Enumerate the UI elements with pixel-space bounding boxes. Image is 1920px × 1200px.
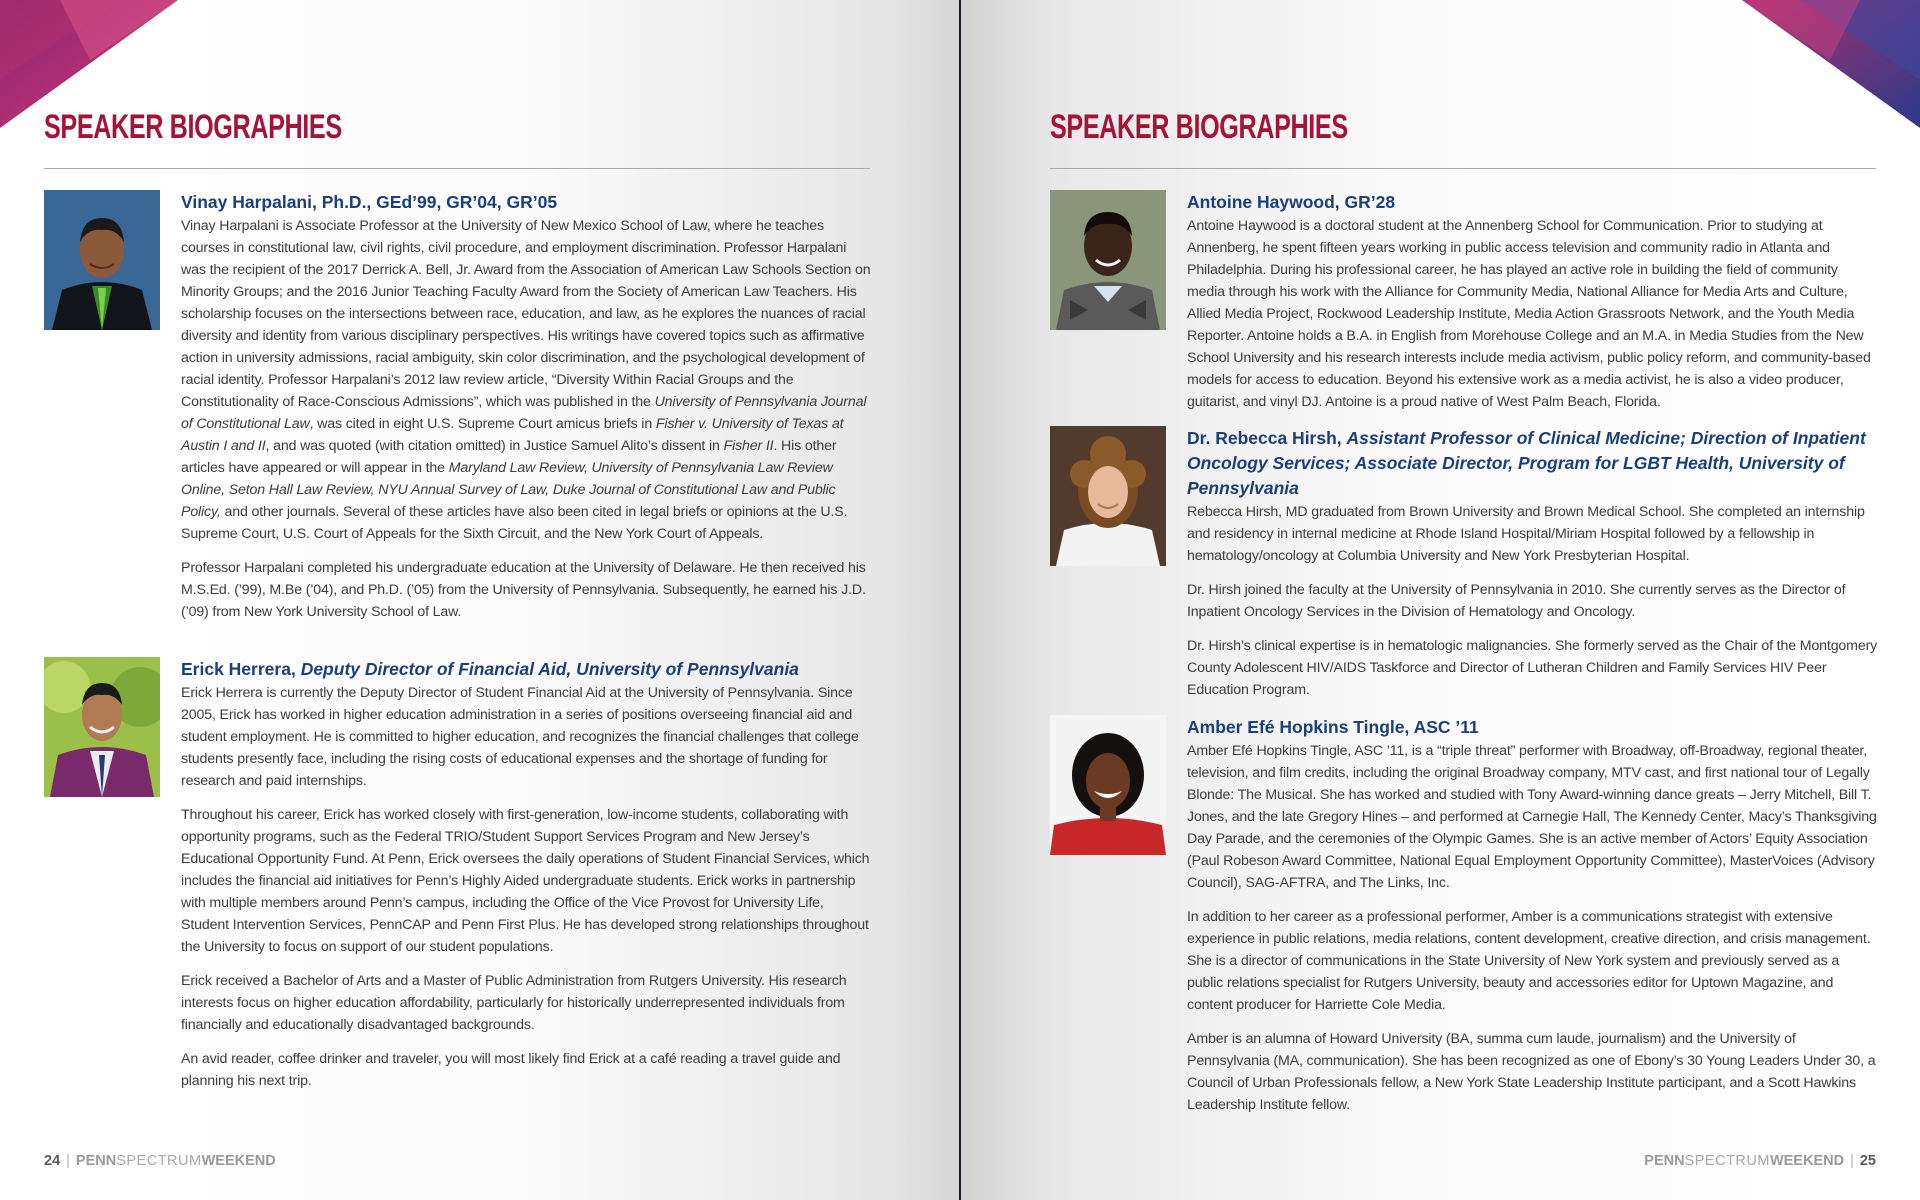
- bio-paragraph: Throughout his career, Erick has worked closely with first-generation, low-income students, collaborating with opportunity programs, such as the Federal TRIO/Student Support Services Program and New Jersey’s Educational Opportunity Fund. At Penn, Erick oversees the daily operations of Student Financial Services, which includes the financial aid initiatives for Penn’s Highly Aided undergraduate students. Erick works in partnership with multiple members around Penn’s campus, including the Office of the Vice Provost for University Life, Student Intervention Services, PennCAP and Penn First Plus. He has developed strong relationships throughout the University to focus on support of our student populations.: [181, 807, 870, 955]
- bio-paragraph: Dr. Hirsh’s clinical expertise is in hematologic malignancies. She formerly served as the Chair of the Montgomery County Adolescent HIV/AIDS Taskforce and Director of Lutheran Children and Family Services HIV Peer Education Program.: [1187, 638, 1878, 698]
- bio-paragraph: Professor Harpalani completed his undergraduate education at the University of Delaware. He then received his M.S.Ed. (’99), M.Be (’04), and Ph.D. (’05) from the University of Pennsylvania. Subsequently, he earned his J.D. (’09) from New York University School of Law.: [181, 560, 866, 620]
- speaker-photo: [1050, 190, 1166, 330]
- bio-rebecca-hirsh: [1050, 426, 1878, 713]
- left-page: [0, 0, 959, 1200]
- bio-paragraph: Erick Herrera is currently the Deputy Director of Student Financial Aid at the University of Pennsylvania. Since 2005, Erick has worked in higher education administration in a series of positions overseeing financial aid and student employment. He is committed to higher education, and recognizes the financial challenges that college students presently face, including the rising costs of educational expenses and the shortage of funding for research and paid internships.: [181, 685, 859, 789]
- speaker-name: Amber Efé Hopkins Tingle, ASC ’11: [1187, 717, 1479, 737]
- page-heading: SPEAKER BIOGRAPHIES: [1050, 108, 1348, 146]
- right-page: [961, 0, 1920, 1200]
- bio-paragraph: In addition to her career as a professional performer, Amber is a communications strategist with extensive experience in public relations, media relations, content development, creative direction, and crisis management. She is a director of communications in the State University of New York system and previously served as a public relations specialist for Rutgers University, beauty and accessories editor for Uptown Magazine, and content producer for Harriette Cole Media.: [1187, 909, 1871, 1013]
- bio-paragraph: Rebecca Hirsh, MD graduated from Brown University and Brown Medical School. She completed an internship and residency in internal medicine at Rhode Island Hospital/Miriam Hospital followed by a fellowship in hematology/oncology at Columbia University and New York Presbyterian Hospital.: [1187, 504, 1865, 564]
- speaker-name: Antoine Haywood, GR’28: [1187, 192, 1396, 212]
- bio-paragraph: Erick received a Bachelor of Arts and a Master of Public Administration from Rutgers University. His research interests focus on higher education affordability, particularly for historically underrepresented individuals from financially and educationally disadvantaged backgrounds.: [181, 973, 847, 1033]
- bio-paragraph: Antoine Haywood is a doctoral student at the Annenberg School for Communication. Prior to studying at Annenberg, he spent fifteen years working in public access television and community radio in Atlanta and Philadelphia. During his professional career, he has played an active role in building the field of community media through his work with the Alliance for Community Media, National Alliance for Media Arts and Culture, Allied Media Project, Rockwood Leadership Institute, Media Action Grassroots Network, and the Youth Media Reporter. Antoine holds a B.A. in English from Morehouse College and an M.A. in Media Studies from the New School University and his research interests include media activism, public policy reform, and community-based models for access to education. Beyond his extensive work as a media activist, he is also a video producer, guitarist, and vinyl DJ. Antoine is a proud native of West Palm Beach, Florida.: [1187, 218, 1871, 410]
- heading-divider: [1050, 168, 1876, 169]
- speaker-name: Erick Herrera, Deputy Director of Financial Aid, University of Pennsylvania: [181, 659, 799, 679]
- speaker-photo: [44, 657, 160, 797]
- bio-vinay-harpalani: [44, 190, 871, 635]
- page-number: 24: [44, 1153, 61, 1169]
- bio-erick-herrera: [44, 657, 871, 1104]
- bio-paragraph: Amber is an alumna of Howard University (BA, summa cum laude, journalism) and the University of Pennsylvania (MA, communication). She has been recognized as one of Ebony’s 30 Young Leaders Under 30, a Council of Urban Professionals fellow, a New York State Leadership Institute participant, and a Scott Hawkins Leadership Institute fellow.: [1187, 1031, 1876, 1113]
- speaker-photo: [1050, 426, 1166, 566]
- page-footer: 24 | PENNSPECTRUMWEEKEND: [44, 1153, 276, 1169]
- speaker-photo: [44, 190, 160, 330]
- speaker-role: Deputy Director of Financial Aid, University of Pennsylvania: [300, 659, 799, 679]
- bio-antoine-haywood: [1050, 190, 1878, 425]
- speaker-name: Dr. Rebecca Hirsh, Assistant Professor of Clinical Medicine; Direction of Inpatient Oncology Services; Associate Director, Program for LGBT Health, University of Pennsylvania: [1187, 428, 1866, 498]
- page-footer: PENNSPECTRUMWEEKEND | 25: [1644, 1153, 1876, 1169]
- bio-paragraph: Vinay Harpalani is Associate Professor at the University of New Mexico School of Law, where he teaches courses in constitutional law, civil rights, civil procedure, and employment discrimination. Professor Harpalani was the recipient of the 2017 Derrick A. Bell, Jr. Award from the Association of American Law Schools Section on Minority Groups; and the 2016 Junior Teaching Faculty Award from the Society of American Law Teachers. His scholarship focuses on the intersections between race, education, and law, as he explores the nuances of racial diversity and identity from various disciplinary perspectives. His writings have covered topics such as affirmative action in university admissions, racial ambiguity, skin color discrimination, and the psychological development of racial identity. Professor Harpalani’s 2012 law review article, “Diversity Within Racial Groups and the Constitutionality of Race-Conscious Admissions”, which was published in the University of Pennsylvania Journal of Constitutional Law, was cited in eight U.S. Supreme Court amicus briefs in Fisher v. University of Texas at Austin I and II, and was quoted (with citation omitted) in Justice Samuel Alito’s dissent in Fisher II. His other articles have appeared or will appear in the Maryland Law Review, University of Pennsylvania Law Review Online, Seton Hall Law Review, NYU Annual Survey of Law, Duke Journal of Constitutional Law and Public Policy, and other journals. Several of these articles have also been cited in legal briefs or opinions at the U.S. Supreme Court, U.S. Court of Appeals for the Sixth Circuit, and the New York Court of Appeals.: [181, 218, 871, 542]
- bio-paragraph: Amber Efé Hopkins Tingle, ASC ’11, is a “triple threat” performer with Broadway, off-Broadway, regional theater, television, and film credits, including the original Broadway company, MTV cast, and first national tour of Legally Blonde: The Musical. She has worked and studied with Tony Award-winning dance greats – Jerry Mitchell, Bill T. Jones, and the late Gregory Hines – and performed at Carnegie Hall, The Kennedy Center, Macy’s Thanksgiving Day Parade, and the ceremonies of the Olympic Games. She is an active member of Actors’ Equity Association (Paul Robeson Award Committee, National Equal Employment Opportunity Committee), MasterVoices (Advisory Council), SAG-AFTRA, and The Links, Inc.: [1187, 743, 1877, 891]
- speaker-photo: [1050, 715, 1166, 855]
- page-number: 25: [1859, 1153, 1876, 1169]
- bio-paragraph: Dr. Hirsh joined the faculty at the University of Pennsylvania in 2010. She currently serves as the Director of Inpatient Oncology Services in the Division of Hematology and Oncology.: [1187, 582, 1846, 620]
- corner-decoration: [1720, 0, 1920, 130]
- bio-paragraph: An avid reader, coffee drinker and traveler, you will most likely find Erick at a café reading a travel guide and planning his next trip.: [181, 1051, 841, 1089]
- speaker-name: Vinay Harpalani, Ph.D., GEd’99, GR’04, GR’05: [181, 192, 558, 212]
- heading-divider: [44, 168, 870, 169]
- speaker-role: Assistant Professor of Clinical Medicine; Direction of Inpatient Oncology Services; Associate Director, Program for LGBT Health, University of Pennsylvania: [1187, 428, 1866, 498]
- page-heading: SPEAKER BIOGRAPHIES: [44, 108, 342, 146]
- bio-amber-hopkins-tingle: [1050, 715, 1878, 1128]
